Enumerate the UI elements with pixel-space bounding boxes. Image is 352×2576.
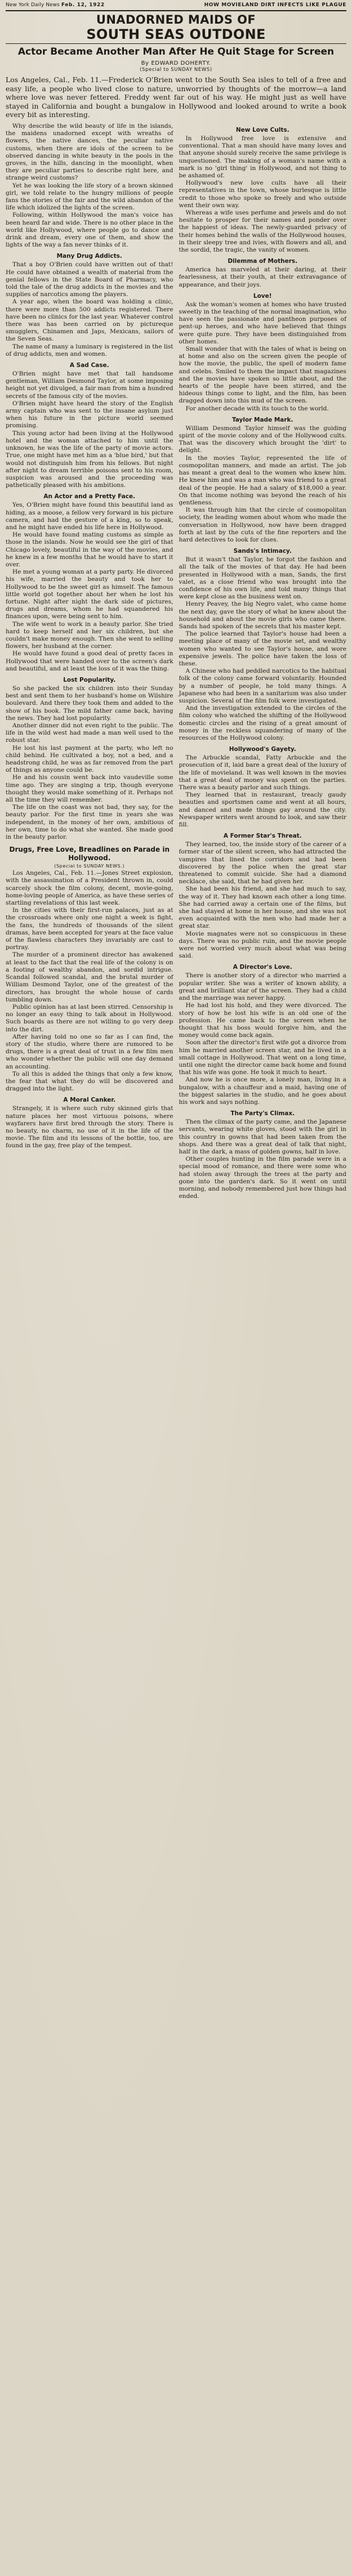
subheading: Many Drug Addicts. [56, 253, 122, 260]
column-left [6, 123, 173, 1200]
article-paragraph: It was through him that the circle of cosmopolitan society, the leading women about whom who made the conversation in Hollywood, now have been dragged forth at last by the cuts of the fine reporters and the hard detectives to look for clues. [179, 507, 346, 543]
section-dateline: (Special to SUNDAY NEWS.) [54, 864, 125, 869]
article-paragraph: He lost his last payment at the party, who left no child behind. He cultivated a boy, not a bed, and a headstrong child, he was as far removed from the part of things as anyone could be. [6, 744, 173, 774]
article-paragraph: The wife went to work in a beauty parlor. She tried hard to keep herself and her six children, but she couldn't make money enough. Then she went to selling flowers, her husband at the corner. [6, 620, 173, 650]
article-paragraph: Small wonder that with the tales of what is being on at home and also on the screen given the people of how the movie, the public, the spell of modern fame and celebs. Smiled to them the impact that magazines and the movies have spoken so little about, and the hearts of the people have been stirred, and the hideous things come to light, and the film, has been dragged down into this mud of the screen. [179, 346, 346, 405]
article-paragraph: Another dinner did not even right to the public. The life in the wild west had made a man well used to the robust star. [6, 722, 173, 744]
article-paragraph: The name of many a luminary is registered in the list of drug addicts, men and women. [6, 343, 173, 357]
article-paragraph: Yet he was looking the life story of a brown skinned girl, we told relate to the hungry millions of people fans the stories of the fair and the wild abandon of the life which idolized the lights of the screen. [6, 182, 173, 212]
article-paragraph: There is another story of a director who married a popular writer. She was a writer of known ability, a great and brilliant star of the screen. They had a child and the marriage was never happy. [179, 972, 346, 1002]
article-paragraph: After having told no one so far as I can find, the story of the studio, where there are rumored to be drugs, there is a great deal of trust in a few film men who wonder whether the public will one day demand an accounting. [6, 1033, 173, 1070]
article-paragraph: The murder of a prominent director has awakened at least to the fact that the real life of the colony is on a footing of wealthy abandon, and sordid intrigue. Scandal followed scandal, and the brutal murder of William Desmond Taylor, one of the greatest of the directors, has brought the whole house of cards tumbling down. [6, 951, 173, 1003]
article-paragraph: He and his cousin went back into vaudeville some time ago. They are singing a trip, though everyone thought they would make something of it. Perhaps not all the time they will remember. [6, 774, 173, 804]
subheading: Dilemma of Mothers. [228, 258, 298, 265]
byline: By EDWARD DOHERTY. [141, 60, 211, 66]
article-columns [6, 123, 346, 1200]
article-paragraph: The life on the coast was not bad, they say, for the beauty parlor. For the first time in years she was independent, in the money of her own, ambitious of her own, time to do what she wanted. She made good in the beauty parlor. [6, 804, 173, 841]
top-rule [6, 10, 346, 11]
article-paragraph: William Desmond Taylor himself was the guiding spirit of the movie colony and of the Hollywood cults. That was the discovery which brought the 'dirt' to delight. [179, 424, 346, 454]
article-paragraph: In the cities with their first-run palaces, just as at the crossroads where only one night a week is fight, the fans, the hundreds of thousands of the silent dramas, have been accepted for years at the face value of the flawless characters they invariably are cast to portray. [6, 907, 173, 951]
article-paragraph: He had lost his hold, and they were divorced. The story of how he lost his wife is an old one of the profession. He came back to the screen when he thought that his boss would forgive him, and the money would come back again. [179, 1002, 346, 1039]
subheading: Sands's Intimacy. [233, 548, 292, 555]
source-date: Feb. 12, 1922 [61, 2, 105, 8]
article-paragraph: O'Brien might have met that tall handsome gentleman, William Desmond Taylor, at some imposing height not yet divulged, a fair man from him a hundred secrets of the famous city of the movies. [6, 370, 173, 400]
article-paragraph: Then the climax of the party came, and the Japanese servants, wearing white gloves, stood with the girl in this country in gowns that had been taken from the shops. And there was a great deal of talk that night, half in the dark, a mass of golden gowns, half in love. [179, 1119, 346, 1155]
subheading: A Sad Case. [69, 362, 109, 369]
article-paragraph: Why describe the wild beauty of life in the islands, the maidens unadorned except with wreaths of flowers, the native dances, the peculiar native customs, when there are idols of the screen to be observed dancing in white beauty in the pools in the groves, in the hills, dancing in the moonlight, when they are peculiar parties to describe right here, and strange weird customs? [6, 122, 173, 182]
source-line [6, 2, 346, 8]
article-paragraph: The police learned that Taylor's house had been a meeting place of many of the movie set, and wealthy women who wanted to see Taylor's house, and wore expensive jewels. The police have taken the loss of these. [179, 630, 346, 667]
series-title: HOW MOVIELAND DIRT INFECTS LIKE PLAGUE [204, 2, 346, 8]
article-paragraph: And now he is once more, a lonely man, living in a bungalow, with a chauffeur and a maid, having one of the biggest salaries in the studio, and he goes about his work and says nothing. [179, 1076, 346, 1106]
article-paragraph: Los Angeles, Cal., Feb. 11.—Jones Street explosion, with the assassination of a President thrown in, could scarcely shock the film colony, decent, movie-going, home-loving people of America, as have these series of startling revelations of this last week. [6, 870, 173, 907]
article-paragraph: He would have found mating customs as simple as those in the islands. Now he would see the girl of that Chicago lovely, beautiful in the way of the movies, and he knew in a few months that he would have to start it over. [6, 531, 173, 568]
article-paragraph: This young actor had been living at the Hollywood hotel and the woman attached to him until the unknown, he was the life of the party of movie actors. True, one might have met him as a 'blue bird,' but that would not distinguish him from his fellows. But night after night to dream terrible poisons sent to his room, suspicion was aroused and the proceeding was pathetically pleased with his ambitions. [6, 430, 173, 489]
subheading: Lost Popularity. [63, 676, 116, 683]
headline-rule [6, 43, 346, 44]
article-paragraph: Other couples hunting in the film parade were in a special mood of romance, and there were some who had stolen away through the trees at the party and gone into the garden's dark. So it went on until morning, and nobody remembered just how things had ended. [179, 1156, 346, 1200]
article-paragraph: But it wasn't that Taylor, he forgot the fashion and all the talk of the movies of that day. He had been presented in Hollywood with a man, Sands, the first valet, as a close friend who was brought into the confidence of his own life, and told many things that were kept close as the business went on. [179, 556, 346, 601]
source-paper: New York Daily News [6, 2, 60, 8]
article-paragraph: For another decade with its touch to the world. [185, 405, 329, 412]
article-paragraph: Ask the woman's women at homes who have trusted sweetly in the teaching of the normal imagination, who have seen the passionate and pantheon purposes of pent-up heroes, and who have believed that things were quite pure. They have been distinguished from other homes. [179, 301, 346, 345]
article-paragraph: Following, within Hollywood the man's voice has been heard far and wide. There is no other place in the world like Hollywood, where people go to dance and drink and dream, every one of them, and show the lights of the way a fan never thinks of it. [6, 212, 173, 249]
column-right [179, 123, 347, 1200]
headline-deck: Actor Became Another Man After He Quit Stage for Screen [17, 46, 335, 57]
article-paragraph: In the movies Taylor, represented the life of cosmopolitan manners, and made an artist. The job has meant a great deal to the women who knew him. He knew him and was a man who was friend to a great deal of the people. He had a salary of $18,000 a year. On that income nothing was beyond the reach of his gentleness. [179, 454, 346, 506]
article-paragraph: And the investigation extended to the circles of the film colony who watched the shifting of the Hollywood domestic circles and the rising of a great amount of money in the reckless squandering of many of the resources of the Hollywood colony. [179, 705, 346, 741]
article-paragraph: Movie magnates were not so conspicuous in these days. There was no public ruin, and the movie people were not worried very much about what was being said. [179, 930, 346, 960]
article-paragraph: That a boy O'Brien could have written out of that! He could have obtained a wealth of material from the genial fellows in the State Board of Pharmacy, who told the tale of the drug addicts in the movies and the supplies of narcotics among the players. [6, 261, 173, 298]
subheading: Hollywood's Gayety. [229, 746, 296, 753]
subheading: A Former Star's Threat. [223, 833, 302, 840]
article-paragraph: Whereas a wife uses perfume and jewels and do not hesitate to prosper for their names and ponder over the happiest of ideas. The newly-guarded privacy of their homes behind the walls of the Hollywood houses, in their sleepy tree and ivies, with flowers and all, and the sordid, the tragic, the vanity of women. [179, 209, 346, 254]
subheading: Taylor Made Mark. [231, 416, 293, 423]
article-paragraph: In Hollywood free love is extensive and conventional. That a man should have many loves and that anyone should surely receive the same privilege is unquestioned. The making of a woman's name with a mark is no 'girl thing' in Hollywood, and not thing to be ashamed of. [179, 135, 346, 179]
article-paragraph: A Chinese who had peddled narcotics to the habitual folk of the colony came forward voluntarily. Hounded by a number of people, he told many things. A Japanese who had been in a sanitarium was also under suspicion. Several of the film folk were investigated. [179, 668, 346, 704]
subheading: A Moral Canker. [63, 1097, 116, 1104]
article-paragraph: She had been his friend, and she had much to say, the way of it. They had known each other a long time. She had carried away a certain one of the films, but she had stayed at home in her house, and she was not even acquainted with the men who had made her a great star. [179, 886, 346, 930]
article-paragraph: A year ago, when the board was holding a clinic, there were more than 500 addicts registered. There have been no clinics for the last year. Whatever control there was has been carried on by pictureque smugglers, Chinamen and Japs, Mexicans, sailors of the Seven Seas. [6, 298, 173, 343]
article-paragraph: Strangely, it is where such ruby skinned girls that nature places her most virtuous poisons, where wayfarers have first bred through the story. There is no beauty, no charm, no use of it in the life of the movie. The film and its lessons of the bottle, too, are found in the gay, free play of the tempest. [6, 1105, 173, 1150]
article-paragraph: Henry Peavey, the big Negro valet, who came home the next day, gave the story of what he knew about the household and about the movie girls who came there. Sands had spoken of the secrets that his master kept. [179, 601, 346, 630]
source-paper-date [6, 2, 105, 8]
subheading: The Party's Climax. [230, 1110, 295, 1117]
article-paragraph: Hollywood's new love cults have all their representatives in the town, whose burlesque is little credit to those who spoke so freely and who outside went their own way. [179, 180, 346, 209]
article-paragraph: Public opinion has at last been stirred. Censorship is no longer an easy thing to talk about in Hollywood. Such boards as there are not willing to go very deep into the dirt. [6, 1003, 173, 1033]
headline-line-2: SOUTH SEAS OUTDONE [86, 26, 266, 42]
article-paragraph: Soon after the director's first wife got a divorce from him he married another screen star, and he lived in a small cottage in Hollywood. That went on a long time, until one night the director came back home and found that his wife was gone. He took it much to heart. [179, 1039, 346, 1076]
article-paragraph: They learned that in restaurant, treacly gaudy beauties and sportsmen came and went at all hours, and danced and made things gay around the city. Newspaper writers went around to look, and saw their fill. [179, 791, 346, 829]
article-paragraph: He met a young woman at a party party. He divorced his wife, married the beauty and took her to Hollywood to be the sweet girl as himself. The famous little world got together about her when he lost his fortune. Night after night the dark side of pictures, drugs and dreams, whom he had squandered his finances upon, were being sent to him. [6, 569, 173, 620]
subheading: An Actor and a Pretty Face. [43, 493, 136, 500]
subheading: Love! [253, 292, 272, 299]
headline-line-1: UNADORNED MAIDS OF [96, 13, 256, 26]
article-paragraph: He would have found a good deal of pretty faces in Hollywood that were handed over to the screen's dark and beautiful, and at least the loss of it was the thing. [6, 650, 173, 672]
section-heading: Drugs, Free Love, Breadlines on Parade in Hollywood. [9, 846, 170, 862]
byline-service: (Special to SUNDAY NEWS) [140, 67, 212, 73]
article-paragraph: To all this is added the things that only a few know, the fear that what they do will be discovered and dragged into the light. [6, 1070, 173, 1093]
article-paragraph: They learned, too, the inside story of the career of a former star of the silent screen, who had attracted the vampires that lined the corridors and had been discovered by the police when the great star threatened to commit suicide. She had a diamond necklace, she said, that he had given her. [179, 841, 346, 886]
article-paragraph: So she packed the six children into their Sunday best and sent them to her husband's home on Wilshire boulevard. And there they took them and added to the show of his book. The mild father came back, having the news. They had lost popularity. [6, 685, 173, 722]
article-paragraph: America has marveled at their daring, at their fearlessness, at their youth, at their extravagance of appearance, and their joys. [179, 266, 346, 288]
article-paragraph: The Arbuckle scandal, Fatty Arbuckle and the prosecution of it, laid bare a great deal of the luxury of the life of movieland. It was well known in the movies that a great deal of money was spent on the parties. There was a beauty parlor and such things. [179, 754, 346, 791]
article-paragraph: O'Brien might have heard the story of the English army captain who was sent to the insane asylum just when his future in the picture world seemed promising. [6, 400, 173, 430]
lede-paragraph: Los Angeles, Cal., Feb. 11.—Frederick O'Brien went to the South Sea isles to tell of a free and easy life, a people who lived close to nature, unworried by thoughts of the morrow—a land where love was never fettered. Freddy went far out of his way. He might just as well have stayed in California and bought a bungalow in Hollywood and looked around to write a book every bit as interesting. [6, 75, 346, 119]
subheading: A Director's Love. [233, 964, 292, 971]
subheading: New Love Cults. [235, 126, 289, 133]
article-paragraph: Yes, O'Brien might have found this beautiful land as hiding, as a moose, a fellow very forward in his picture camera, and had the gesture of a king, so to speak, and he might have ended his life here in Hollywood. [6, 502, 173, 531]
